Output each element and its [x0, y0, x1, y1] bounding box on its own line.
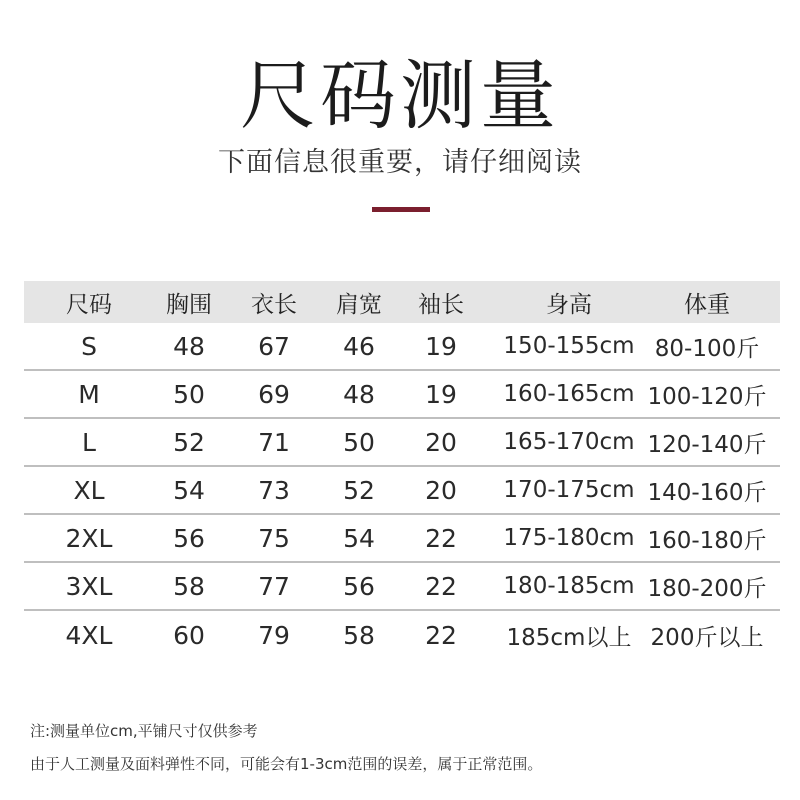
table-row	[24, 467, 780, 515]
cell-weight: 160-180斤	[647, 527, 767, 554]
table-header-row	[24, 281, 780, 323]
cell-length: 75	[258, 523, 290, 553]
table-row	[24, 371, 780, 419]
cell-shoulder: 56	[343, 571, 375, 601]
cell-shoulder: 50	[343, 427, 375, 457]
cell-shoulder: 54	[343, 523, 375, 553]
cell-size: 4XL	[65, 620, 113, 650]
table-row	[24, 323, 780, 371]
cell-sleeve: 22	[425, 620, 457, 650]
tolerance-note: 由于人工测量及面料弹性不同，可能会有1-3cm范围的误差，属于正常范围。	[30, 755, 543, 773]
header-chest: 胸围	[166, 291, 212, 318]
cell-shoulder: 58	[343, 620, 375, 650]
header-size: 尺码	[66, 291, 112, 318]
cell-chest: 48	[173, 331, 205, 361]
cell-shoulder: 48	[343, 379, 375, 409]
cell-sleeve: 20	[425, 427, 457, 457]
page-title: 尺码测量	[240, 51, 560, 140]
cell-shoulder: 46	[343, 331, 375, 361]
cell-length: 77	[258, 571, 290, 601]
cell-size: 2XL	[65, 523, 113, 553]
cell-height: 185cm以上	[506, 624, 632, 651]
cell-height: 170-175cm	[503, 477, 635, 503]
cell-chest: 56	[173, 523, 205, 553]
header-sleeve: 袖长	[418, 291, 464, 318]
header-length: 衣长	[251, 291, 297, 318]
cell-weight: 140-160斤	[647, 479, 767, 506]
cell-chest: 54	[173, 475, 205, 505]
cell-weight: 120-140斤	[647, 431, 767, 458]
header-weight: 体重	[684, 291, 730, 318]
cell-sleeve: 22	[425, 523, 457, 553]
cell-height: 160-165cm	[503, 381, 635, 407]
cell-sleeve: 22	[425, 571, 457, 601]
cell-height: 175-180cm	[503, 525, 635, 551]
cell-size: S	[81, 331, 97, 361]
cell-size: 3XL	[65, 571, 113, 601]
cell-length: 73	[258, 475, 290, 505]
cell-length: 79	[258, 620, 290, 650]
cell-weight: 200斤以上	[650, 624, 764, 651]
cell-weight: 180-200斤	[647, 575, 767, 602]
header-shoulder: 肩宽	[336, 291, 382, 318]
measurement-note: 注:测量单位cm,平铺尺寸仅供参考	[30, 722, 258, 740]
accent-divider	[372, 207, 430, 212]
table-row	[24, 611, 780, 659]
cell-sleeve: 19	[425, 331, 457, 361]
table-row	[24, 419, 780, 467]
cell-sleeve: 19	[425, 379, 457, 409]
cell-height: 150-155cm	[503, 333, 635, 359]
cell-chest: 50	[173, 379, 205, 409]
cell-chest: 52	[173, 427, 205, 457]
cell-height: 180-185cm	[503, 573, 635, 599]
cell-weight: 100-120斤	[647, 383, 767, 410]
cell-sleeve: 20	[425, 475, 457, 505]
header-height: 身高	[546, 291, 592, 318]
cell-weight: 80-100斤	[654, 335, 760, 362]
page-subtitle: 下面信息很重要，请仔细阅读	[218, 147, 582, 178]
cell-size: L	[82, 427, 96, 457]
cell-chest: 58	[173, 571, 205, 601]
cell-size: M	[78, 379, 100, 409]
size-table	[24, 281, 780, 659]
table-row	[24, 515, 780, 563]
table-row	[24, 563, 780, 611]
cell-size: XL	[73, 475, 105, 505]
cell-chest: 60	[173, 620, 205, 650]
cell-length: 67	[258, 331, 290, 361]
cell-length: 69	[258, 379, 290, 409]
cell-shoulder: 52	[343, 475, 375, 505]
cell-height: 165-170cm	[503, 429, 635, 455]
cell-length: 71	[258, 427, 290, 457]
